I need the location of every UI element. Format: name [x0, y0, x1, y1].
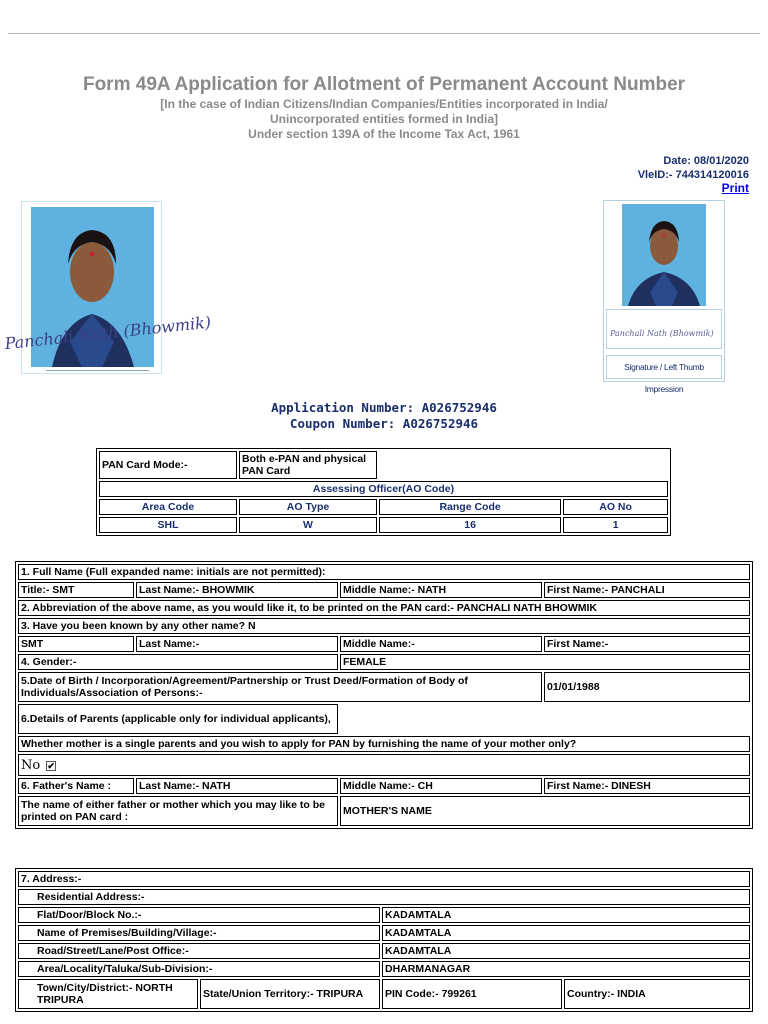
- range-code-value: 16: [379, 517, 561, 533]
- premises-label: Name of Premises/Building/Village:-: [18, 925, 380, 941]
- single-parent-no-label: No: [21, 757, 41, 773]
- dob-value: 01/01/1988: [544, 672, 750, 702]
- pan-mode-table: [96, 448, 671, 536]
- area-value: DHARMANAGAR: [382, 961, 750, 977]
- applicant-photo-image: [3, 202, 212, 375]
- first-name-field: First Name:- PANCHALI: [544, 582, 750, 598]
- father-last-name: Last Name:- NATH: [136, 778, 338, 794]
- full-name-question: 1. Full Name (Full expanded name: initials are not permitted):: [18, 564, 750, 580]
- form-title: Form 49A Application for Allotment of Permanent Account Number: [82, 74, 686, 95]
- pin-field: PIN Code:- 799261: [382, 979, 562, 1009]
- parents-details-label: 6.Details of Parents (applicable only for individual applicants),: [18, 704, 338, 734]
- other-middle-name-field: Middle Name:-: [340, 636, 542, 652]
- gender-value: FEMALE: [340, 654, 750, 670]
- col-ao-no: AO No: [563, 499, 668, 515]
- applicant-photo-large: [3, 201, 212, 374]
- single-parent-question: Whether mother is a single parents and you wish to apply for PAN by furnishing the name of your mother only?: [18, 736, 750, 752]
- coupon-number: Coupon Number: A026752946: [289, 416, 479, 431]
- svg-text:Panchali Nath (Bhowmik): Panchali Nath (Bhowmik): [610, 329, 714, 338]
- title-field: Title:- SMT: [18, 582, 134, 598]
- signature-underline: [46, 370, 149, 371]
- form-subtitle-3: Under section 139A of the Income Tax Act, 1961: [248, 127, 520, 141]
- address-heading: 7. Address:-: [18, 871, 750, 887]
- vle-id: VleID:- 744314120016: [637, 168, 749, 181]
- road-label: Road/Street/Lane/Post Office:-: [18, 943, 380, 959]
- dob-label: 5.Date of Birth / Incorporation/Agreement/Partnership or Trust Deed/Formation of Body of Individuals/Association of Persons:-: [18, 672, 542, 702]
- area-code-value: SHL: [99, 517, 237, 533]
- applicant-photo-thumb: [622, 204, 706, 306]
- other-last-name-field: Last Name:-: [136, 636, 338, 652]
- date-block: [638, 155, 749, 197]
- other-title-field: SMT: [18, 636, 134, 652]
- ao-code-header: Assessing Officer(AO Code): [99, 481, 668, 497]
- ao-type-value: W: [239, 517, 377, 533]
- col-area-code: Area Code: [99, 499, 237, 515]
- col-range-code: Range Code: [379, 499, 561, 515]
- signature-caption: Signature / Left Thumb Impression: [606, 355, 722, 379]
- single-parent-checkbox[interactable]: ✔: [47, 760, 55, 771]
- print-link[interactable]: Print: [721, 181, 749, 195]
- form-subtitle-2: Unincorporated entities formed in India]: [269, 112, 499, 126]
- signature-thumb: [607, 310, 721, 348]
- signature-box: [606, 309, 722, 349]
- applicant-photo-small: [603, 200, 725, 394]
- application-date: Date: 08/01/2020: [663, 155, 749, 167]
- middle-name-field: Middle Name:- NATH: [340, 582, 542, 598]
- other-name-question: 3. Have you been known by any other name? N: [18, 618, 750, 634]
- father-middle-name: Middle Name:- CH: [340, 778, 542, 794]
- form-subtitle-1: [In the case of Indian Citizens/Indian Companies/Entities incorporated in India/: [160, 97, 608, 111]
- photo-thumb-image: [622, 204, 706, 306]
- flat-value: KADAMTALA: [382, 907, 750, 923]
- top-divider: [8, 33, 760, 34]
- print-name-value: MOTHER'S NAME: [340, 796, 750, 826]
- flat-label: Flat/Door/Block No.:-: [18, 907, 380, 923]
- other-first-name-field: First Name:-: [544, 636, 750, 652]
- town-field: Town/City/District:- NORTH TRIPURA: [18, 979, 198, 1009]
- last-name-field: Last Name:- BHOWMIK: [136, 582, 338, 598]
- print-name-question: The name of either father or mother which you may like to be printed on PAN card :: [18, 796, 338, 826]
- signature-handwriting: Panchali Nath (Bhowmik): [3, 312, 212, 354]
- pan-mode-value: Both e-PAN and physical PAN Card: [239, 451, 377, 479]
- application-number: Application Number: A026752946: [271, 400, 497, 415]
- father-first-name: First Name:- DINESH: [544, 778, 750, 794]
- address-table: [15, 868, 753, 1012]
- residential-address-label: Residential Address:-: [18, 889, 750, 905]
- state-field: State/Union Territory:- TRIPURA: [200, 979, 380, 1009]
- country-field: Country:- INDIA: [564, 979, 750, 1009]
- gender-label: 4. Gender:-: [18, 654, 338, 670]
- abbreviation-field: 2. Abbreviation of the above name, as you would like it, to be printed on the PAN card:- PANCHALI NATH BHOWMIK: [18, 600, 750, 616]
- personal-details-table: [15, 561, 753, 829]
- single-parent-answer: [18, 754, 750, 776]
- father-name-label: 6. Father's Name :: [18, 778, 134, 794]
- area-label: Area/Locality/Taluka/Sub-Division:-: [18, 961, 380, 977]
- pan-mode-label: PAN Card Mode:-: [99, 451, 237, 479]
- road-value: KADAMTALA: [382, 943, 750, 959]
- ao-no-value: 1: [563, 517, 668, 533]
- col-ao-type: AO Type: [239, 499, 377, 515]
- premises-value: KADAMTALA: [382, 925, 750, 941]
